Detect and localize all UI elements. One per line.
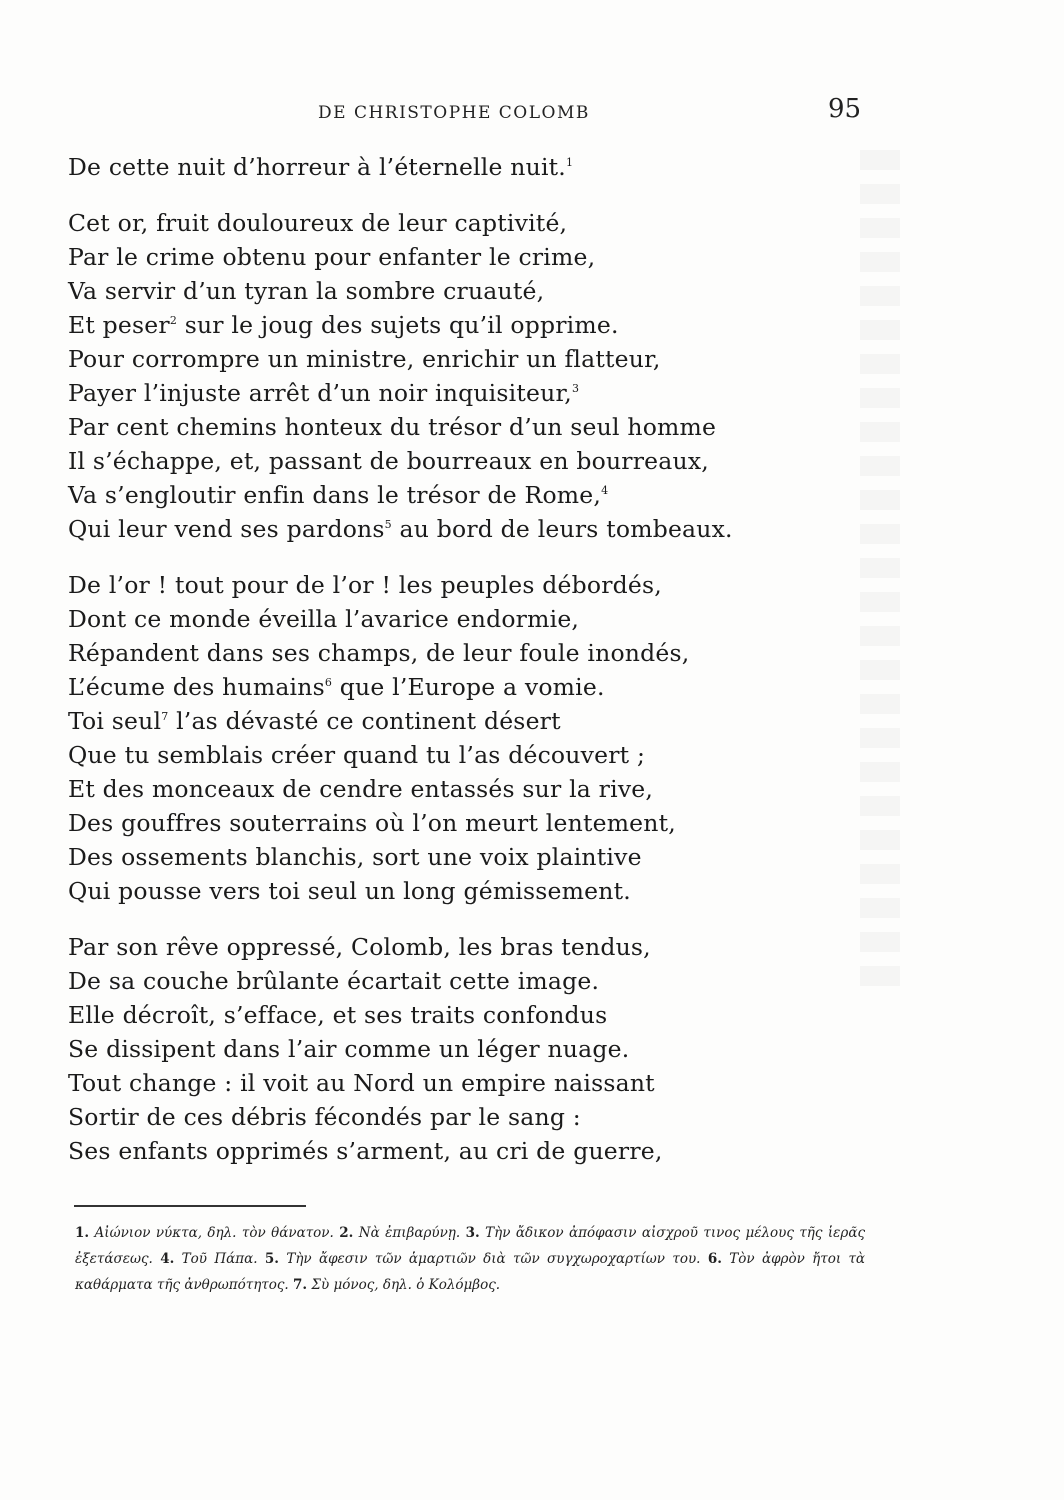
poem-line	[68, 1134, 868, 1168]
poem-line	[68, 806, 868, 840]
line-text: Va servir d’un tyran la sombre cruauté,	[68, 277, 545, 305]
line-text: Par le crime obtenu pour enfanter le crime,	[68, 243, 596, 271]
footnote-number: 2.	[339, 1225, 354, 1241]
stanza-break	[68, 184, 868, 206]
poem-line	[68, 636, 868, 670]
poem-line	[68, 1032, 868, 1066]
poem-line	[68, 964, 868, 998]
stanza-break	[68, 908, 868, 930]
poem-line	[68, 930, 868, 964]
page-number: 95	[828, 94, 862, 124]
line-text: Par cent chemins honteux du trésor d’un seul homme	[68, 413, 717, 441]
line-text: Sortir de ces débris fécondés par le sang :	[68, 1103, 581, 1131]
line-text: De l’or ! tout pour de l’or ! les peuples débordés,	[68, 571, 662, 599]
line-text: Par son rêve oppressé, Colomb, les bras tendus,	[68, 933, 651, 961]
line-text: Répandent dans ses champs, de leur foule inondés,	[68, 639, 690, 667]
line-text: Pour corrompre un ministre, enrichir un flatteur,	[68, 345, 661, 373]
line-text: De sa couche brûlante écartait cette image.	[68, 967, 600, 995]
line-text: au bord de leurs tombeaux.	[391, 515, 733, 543]
line-text: Cet or, fruit douloureux de leur captivité,	[68, 209, 568, 237]
footnote-text: Τὴν ἄφεσιν τῶν ἁμαρτιῶν διὰ τῶν συγχωροχαρτίων του.	[286, 1251, 701, 1267]
line-text: De cette nuit d’horreur à l’éternelle nuit.	[68, 153, 566, 181]
line-text: Elle décroît, s’efface, et ses traits confondus	[68, 1001, 608, 1029]
poem-line	[68, 274, 868, 308]
poem-line	[68, 444, 868, 478]
poem-line	[68, 478, 868, 512]
poem-line	[68, 738, 868, 772]
running-header-title: DE CHRISTOPHE COLOMB	[318, 103, 590, 123]
footnote-item	[265, 1251, 701, 1267]
footnote-item	[339, 1225, 460, 1241]
footnote-number: 1.	[75, 1225, 90, 1241]
line-text: Des ossements blanchis, sort une voix plaintive	[68, 843, 642, 871]
footnote-marker: 6	[324, 676, 333, 690]
poem-line	[68, 670, 868, 704]
poem-line	[68, 704, 868, 738]
line-text: Qui leur vend ses pardons	[68, 515, 385, 543]
footnote-number: 4.	[160, 1251, 175, 1267]
line-text: Va s’engloutir enfin dans le trésor de Rome,	[68, 481, 602, 509]
poem-line	[68, 874, 868, 908]
footnote-text: Τοῦ Πάπα.	[181, 1251, 258, 1267]
footnote-text: Νὰ ἐπιβαρύνῃ.	[358, 1225, 461, 1241]
line-text: sur le joug des sujets qu’il opprime.	[177, 311, 619, 339]
footnote-text: Αἰώνιον νύκτα, δηλ. τὸν θάνατον.	[94, 1225, 334, 1241]
line-text: Il s’échappe, et, passant de bourreaux en bourreaux,	[68, 447, 709, 475]
line-text: l’as dévasté ce continent désert	[168, 707, 561, 735]
poem-line	[68, 1066, 868, 1100]
footnotes	[75, 1220, 865, 1298]
footnote-marker: 2	[169, 314, 178, 328]
footnote-number: 6.	[707, 1251, 722, 1267]
line-text: que l’Europe a vomie.	[332, 673, 605, 701]
line-text: Tout change : il voit au Nord un empire naissant	[68, 1069, 655, 1097]
footnote-divider	[74, 1205, 306, 1207]
stanza-break	[68, 546, 868, 568]
footnote-number: 3.	[465, 1225, 480, 1241]
footnote-marker: 4	[601, 484, 609, 498]
footnote-marker: 5	[384, 518, 392, 532]
poem-body	[68, 150, 868, 1168]
poem-line	[68, 772, 868, 806]
poem-line	[68, 308, 868, 342]
footnote-number: 7.	[293, 1277, 308, 1293]
poem-line	[68, 512, 868, 546]
poem-line	[68, 342, 868, 376]
poem-line	[68, 1100, 868, 1134]
poem-line	[68, 840, 868, 874]
line-text: Qui pousse vers toi seul un long gémissement.	[68, 877, 631, 905]
line-text: Et peser	[68, 311, 170, 339]
footnote-text: Τὸν ἀφρὸν ἤτοι τὰ καθάρματα τῆς ἀνθρωπότητος.	[75, 1251, 866, 1293]
line-text: Que tu semblais créer quand tu l’as découvert ;	[68, 741, 646, 769]
line-text: Ses enfants opprimés s’arment, au cri de guerre,	[68, 1137, 663, 1165]
poem-line	[68, 150, 868, 184]
poem-line	[68, 568, 868, 602]
poem-line	[68, 376, 868, 410]
poem-line	[68, 410, 868, 444]
line-text: Des gouffres souterrains où l’on meurt lentement,	[68, 809, 676, 837]
footnote-text: Σὺ μόνος, δηλ. ὁ Κολόμβος.	[311, 1277, 501, 1293]
poem-line	[68, 240, 868, 274]
line-text: Payer l’injuste arrêt d’un noir inquisiteur,	[68, 379, 572, 407]
poem-line	[68, 206, 868, 240]
footnote-marker: 3	[571, 382, 580, 396]
line-text: Toi seul	[68, 707, 162, 735]
poem-line	[68, 602, 868, 636]
footnote-number: 5.	[264, 1251, 279, 1267]
footnote-marker: 7	[161, 710, 169, 724]
footnote-item	[75, 1225, 334, 1241]
footnote-item	[293, 1277, 500, 1293]
line-text: Dont ce monde éveilla l’avarice endormie,	[68, 605, 580, 633]
line-text: Et des monceaux de cendre entassés sur la rive,	[68, 775, 654, 803]
footnote-item	[160, 1251, 257, 1267]
poem-line	[68, 998, 868, 1032]
line-text: L’écume des humains	[68, 673, 325, 701]
footnote-marker: 1	[565, 156, 574, 170]
footnote-text: Τὴν ἄδικον ἀπόφασιν αἰσχροῦ τινος μέλους τῆς ἱερᾶς ἐξετάσεως.	[75, 1225, 866, 1267]
line-text: Se dissipent dans l’air comme un léger nuage.	[68, 1035, 630, 1063]
